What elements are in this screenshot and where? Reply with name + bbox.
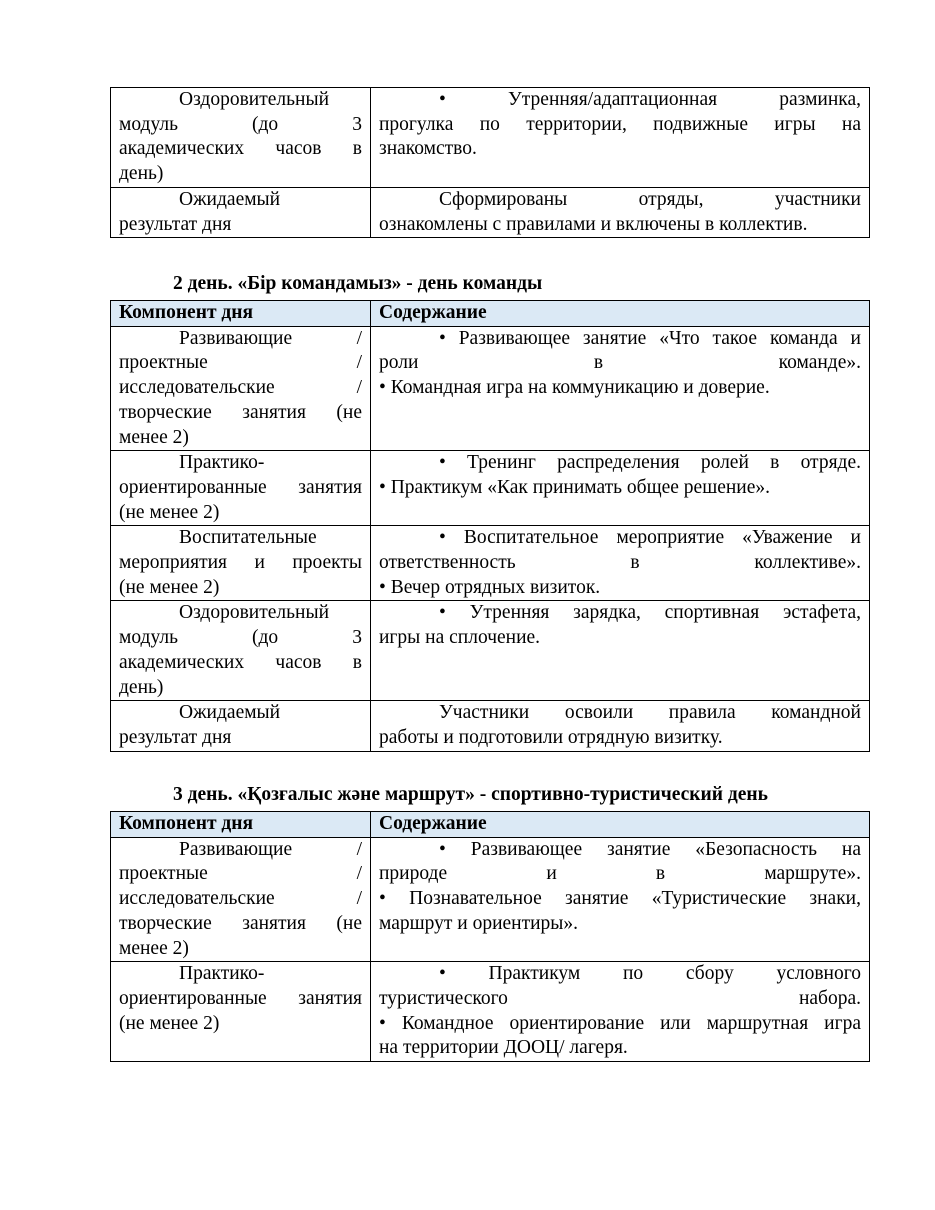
- day2-title: 2 день. «Бір командамыз» - день команды: [173, 273, 543, 294]
- table-day1-continuation: [110, 87, 870, 238]
- component-cell: Ожидаемый результат дня: [111, 701, 371, 751]
- component-cell: Практико- ориентированные занятия (не менее 2): [111, 962, 371, 1062]
- table-day3: [110, 811, 870, 1062]
- content-cell: • Утренняя зарядка, спортивная эстафета, игры на сплочение.: [371, 601, 870, 701]
- table-row: [111, 962, 870, 1062]
- content-cell: • Воспитательное мероприятие «Уважение и ответственность в коллективе». • Вечер отрядных визиток.: [371, 526, 870, 601]
- content-cell: Участники освоили правила командной работы и подготовили отрядную визитку.: [371, 701, 870, 751]
- column-header-content: Содержание: [371, 301, 870, 327]
- content-cell: • Тренинг распределения ролей в отряде. • Практикум «Как принимать общее решение».: [371, 451, 870, 526]
- content-cell: Сформированы отряды, участники ознакомлены с правилами и включены в коллектив.: [371, 187, 870, 237]
- component-cell: Ожидаемый результат дня: [111, 187, 371, 237]
- content-cell: • Утренняя/адаптационная разминка, прогулка по территории, подвижные игры на знакомство.: [371, 88, 870, 188]
- component-cell: Развивающие / проектные / исследовательские / творческие занятия (не менее 2): [111, 837, 371, 962]
- table-header-row: [111, 301, 870, 327]
- table-row: [111, 451, 870, 526]
- component-cell: Оздоровительный модуль (до 3 академических часов в день): [111, 601, 371, 701]
- content-cell: • Практикум по сбору условного туристического набора. • Командное ориентирование или маршрутная игра на территории ДООЦ/ лагеря.: [371, 962, 870, 1062]
- table-row: [111, 701, 870, 751]
- table-row: [111, 88, 870, 188]
- table-row: [111, 187, 870, 237]
- table-day2: [110, 300, 870, 752]
- content-cell: • Развивающее занятие «Безопасность на природе и в маршруте». • Познавательное занятие «Туристические знаки, маршрут и ориентиры».: [371, 837, 870, 962]
- table-row: [111, 601, 870, 701]
- table-row: [111, 526, 870, 601]
- component-cell: Практико- ориентированные занятия (не менее 2): [111, 451, 371, 526]
- column-header-content: Содержание: [371, 812, 870, 838]
- component-cell: Оздоровительный модуль (до 3 академических часов в день): [111, 88, 371, 188]
- component-cell: Развивающие / проектные / исследовательские / творческие занятия (не менее 2): [111, 326, 371, 451]
- table-row: [111, 837, 870, 962]
- content-cell: • Развивающее занятие «Что такое команда и роли в команде». • Командная игра на коммуникацию и доверие.: [371, 326, 870, 451]
- component-cell: Воспитательные мероприятия и проекты (не менее 2): [111, 526, 371, 601]
- day3-title: 3 день. «Қозғалыс және маршрут» - спортивно-туристический день: [173, 784, 768, 805]
- table-header-row: [111, 812, 870, 838]
- table-row: [111, 326, 870, 451]
- column-header-component: Компонент дня: [111, 812, 371, 838]
- column-header-component: Компонент дня: [111, 301, 371, 327]
